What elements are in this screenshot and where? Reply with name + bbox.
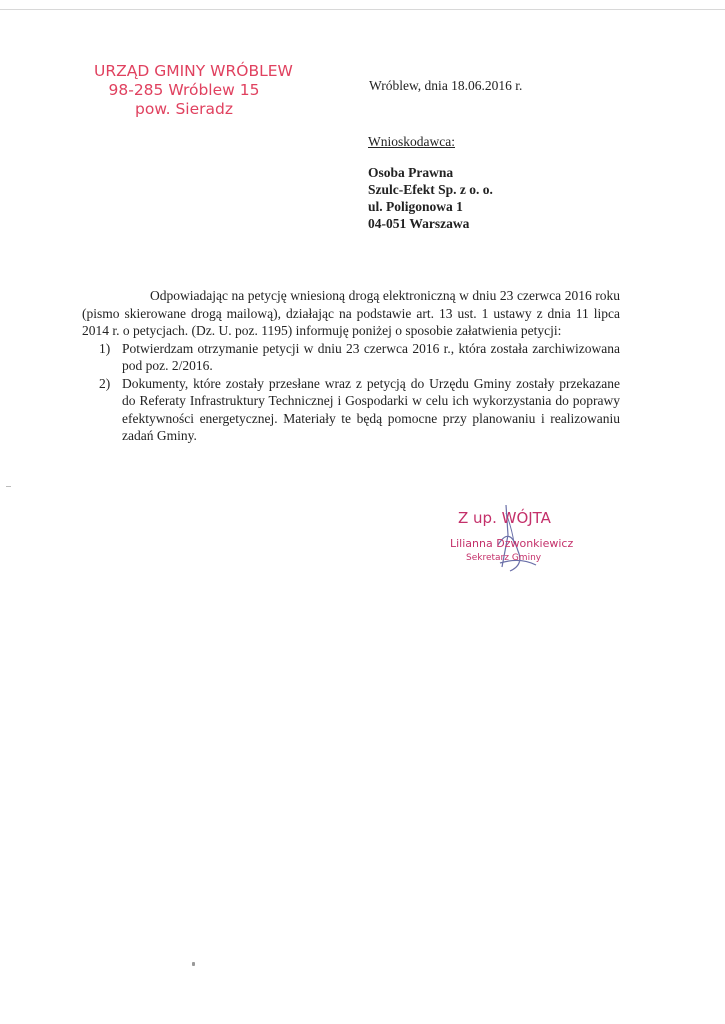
signature-title: Sekretarz Gminy	[466, 553, 542, 563]
list-item-text: Dokumenty, które zostały przesłane wraz z petycją do Urzędu Gminy zostały przekazane do Referaty Infrastruktury Technicznej i Gospodarki w celu ich wykorzystania do poprawy efektywności energetycznej. Materiały te będą pomocne przy planowaniu i realizowaniu zadań Gminy.	[122, 375, 620, 443]
signature-authority: Z up. WÓJTA	[458, 509, 551, 527]
list-item-number: 2)	[99, 375, 111, 391]
top-divider	[0, 9, 725, 10]
margin-mark	[6, 486, 11, 487]
stamp-county: pow. Sieradz	[135, 100, 233, 118]
response-list	[82, 340, 620, 445]
place-and-date: Wróblew, dnia 18.06.2016 r.	[369, 78, 523, 93]
intro-paragraph: Odpowiadając na petycję wniesioną drogą elektroniczną w dniu 23 czerwca 2016 roku (pismo skierowane drogą mailową), działając na podstawie art. 13 ust. 1 ustawy z dnia 11 lipca 2014 r. o petycjach. (Dz. U. poz. 1195) informuję poniżej o sposobie załatwienia petycji:	[82, 288, 620, 338]
addressee-city: 04-051 Warszawa	[368, 216, 470, 231]
scan-speck	[192, 962, 195, 966]
stamp-address: 98-285 Wróblew 15	[108, 81, 260, 99]
addressee-company: Szulc-Efekt Sp. z o. o.	[368, 182, 493, 197]
addressee-type: Osoba Prawna	[368, 165, 454, 180]
list-item-text: Potwierdzam otrzymanie petycji w dniu 23 czerwca 2016 r., która została zarchiwizowana pod poz. 2/2016.	[122, 340, 620, 373]
addressee-street: ul. Poligonowa 1	[368, 199, 463, 214]
applicant-label: Wnioskodawca:	[368, 134, 455, 149]
list-item-number: 1)	[99, 340, 111, 356]
list-item	[82, 375, 620, 445]
list-item	[82, 340, 620, 375]
stamp-office-name: URZĄD GMINY WRÓBLEW	[94, 62, 293, 80]
addressee-block	[368, 164, 493, 232]
office-stamp	[94, 62, 293, 119]
letter-body	[82, 287, 620, 445]
signature-stamp	[440, 505, 580, 585]
signature-name: Lilianna Dzwonkiewicz	[450, 537, 574, 550]
